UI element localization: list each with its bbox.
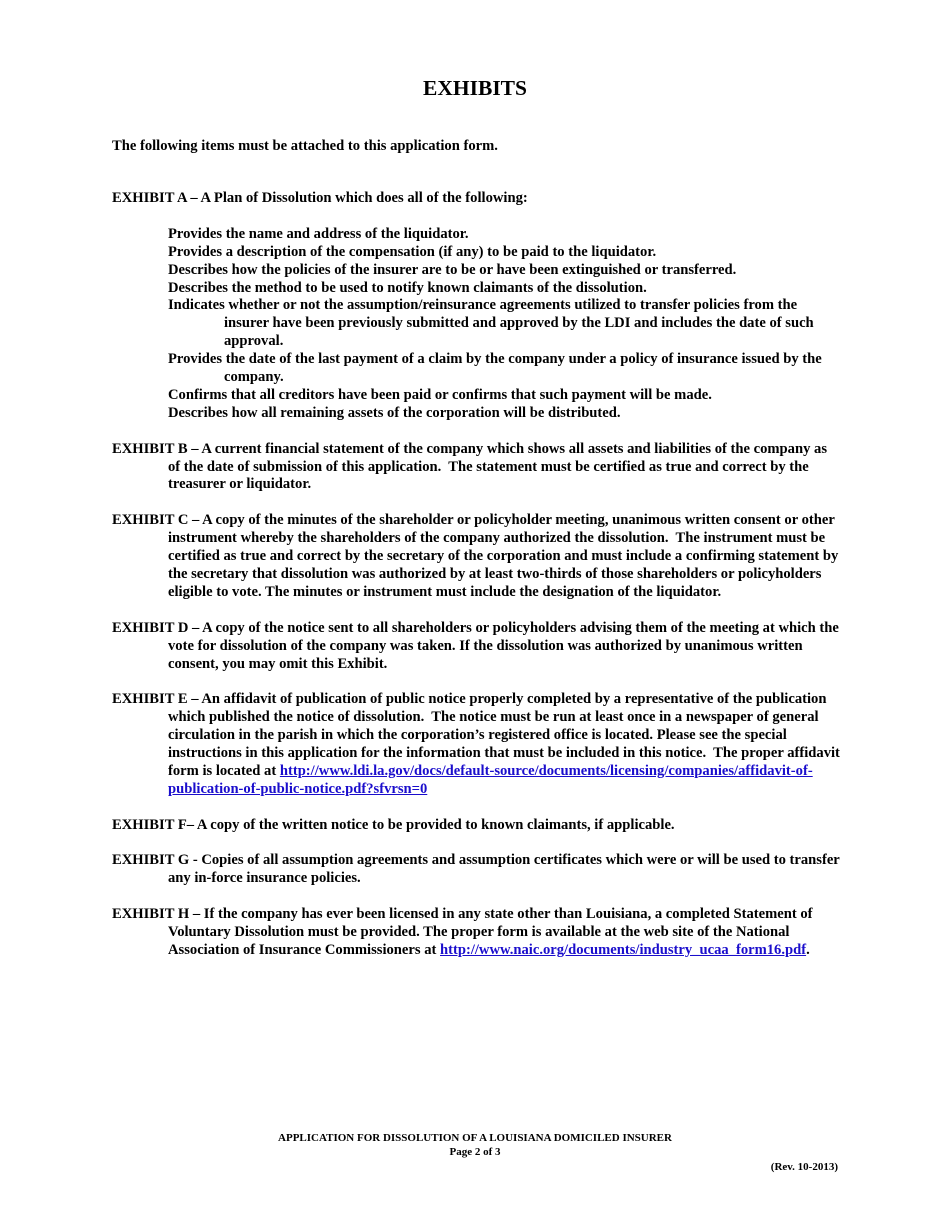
exhibit-g: EXHIBIT G - Copies of all assumption agreements and assumption certificates which were or will be used to transfer any in-force insurance policies. — [112, 852, 840, 887]
page-number: Page 2 of 3 — [449, 1146, 501, 1158]
exhibit-f: EXHIBIT F– A copy of the written notice to be provided to known claimants, if applicable. — [112, 816, 675, 833]
exhibit-h-suffix: . — [806, 941, 810, 958]
exhibit-a-item: Indicates whether or not the assumption/reinsurance agreements utilized to transfer policies from the insurer have been previously submitted and approved by the LDI and includes the date of such approval. — [168, 297, 814, 350]
exhibit-a-item: Provides the name and address of the liquidator. — [168, 225, 469, 242]
exhibit-a-item: Describes how all remaining assets of the corporation will be distributed. — [168, 404, 621, 421]
exhibit-b: EXHIBIT B – A current financial statement of the company which shows all assets and liabilities of the company as of the date of submission of this application. The statement must be certified as true and correct by the treasurer or liquidator. — [112, 440, 828, 493]
exhibit-a-item: Confirms that all creditors have been paid or confirms that such payment will be made. — [168, 386, 712, 403]
page-footer — [0, 1131, 950, 1159]
exhibit-a-item: Provides the date of the last payment of a claim by the company under a policy of insurance issued by the company. — [168, 351, 822, 386]
exhibit-h-text: EXHIBIT H – If the company has ever been licensed in any state other than Louisiana, a completed Statement of Voluntary Dissolution must be provided. The proper form is available at the web site of the National Association of Insurance Commissioners at — [112, 906, 813, 958]
naic-form-link[interactable]: http://www.naic.org/documents/industry_ucaa_form16.pdf — [440, 941, 807, 958]
page-title: EXHIBITS — [423, 76, 527, 100]
intro-text: The following items must be attached to this application form. — [112, 138, 498, 154]
footer-form-title: APPLICATION FOR DISSOLUTION OF A LOUISIANA DOMICILED INSURER — [278, 1132, 672, 1144]
exhibit-a-items — [168, 226, 842, 423]
affidavit-form-link[interactable]: http://www.ldi.la.gov/docs/default-source/documents/licensing/companies/affidavit-of-publication-of-public-notice.pdf?sfvrsn=0 — [168, 762, 813, 797]
exhibit-e-text: EXHIBIT E – An affidavit of publication of public notice properly completed by a representative of the publication which published the notice of dissolution. The notice must be run at least once in a newspaper of general circulation in the parish in which the corporation’s registered office is located. Please see the special instructions in this application for the information that must be included in this notice. The proper affidavit form is located at — [112, 691, 840, 779]
exhibit-a-title: EXHIBIT A – A Plan of Dissolution which does all of the following: — [112, 190, 528, 206]
exhibit-a-item: Provides a description of the compensation (if any) to be paid to the liquidator. — [168, 243, 657, 260]
exhibit-d: EXHIBIT D – A copy of the notice sent to all shareholders or policyholders advising them of the meeting at which the vote for dissolution of the company was taken. If the dissolution was authorized by unanimous written consent, you may omit this Exhibit. — [112, 619, 839, 672]
revision-date: (Rev. 10-2013) — [770, 1161, 838, 1173]
exhibit-e — [112, 691, 842, 798]
exhibit-a-item: Describes how the policies of the insurer are to be or have been extinguished or transferred. — [168, 261, 737, 278]
exhibit-c: EXHIBIT C – A copy of the minutes of the shareholder or policyholder meeting, unanimous written consent or other instrument whereby the shareholders of the company authorized the dissolution. The instrument must be certified as true and correct by the secretary of the corporation and must include a confirming statement by the secretary that dissolution was authorized by at least two-thirds of those shareholders or policyholders eligible to vote. The minutes or instrument must include the designation of the liquidator. — [112, 512, 839, 600]
exhibit-a-item: Describes the method to be used to notify known claimants of the dissolution. — [168, 279, 647, 296]
exhibit-h — [112, 906, 842, 960]
exhibits-list — [112, 190, 842, 978]
